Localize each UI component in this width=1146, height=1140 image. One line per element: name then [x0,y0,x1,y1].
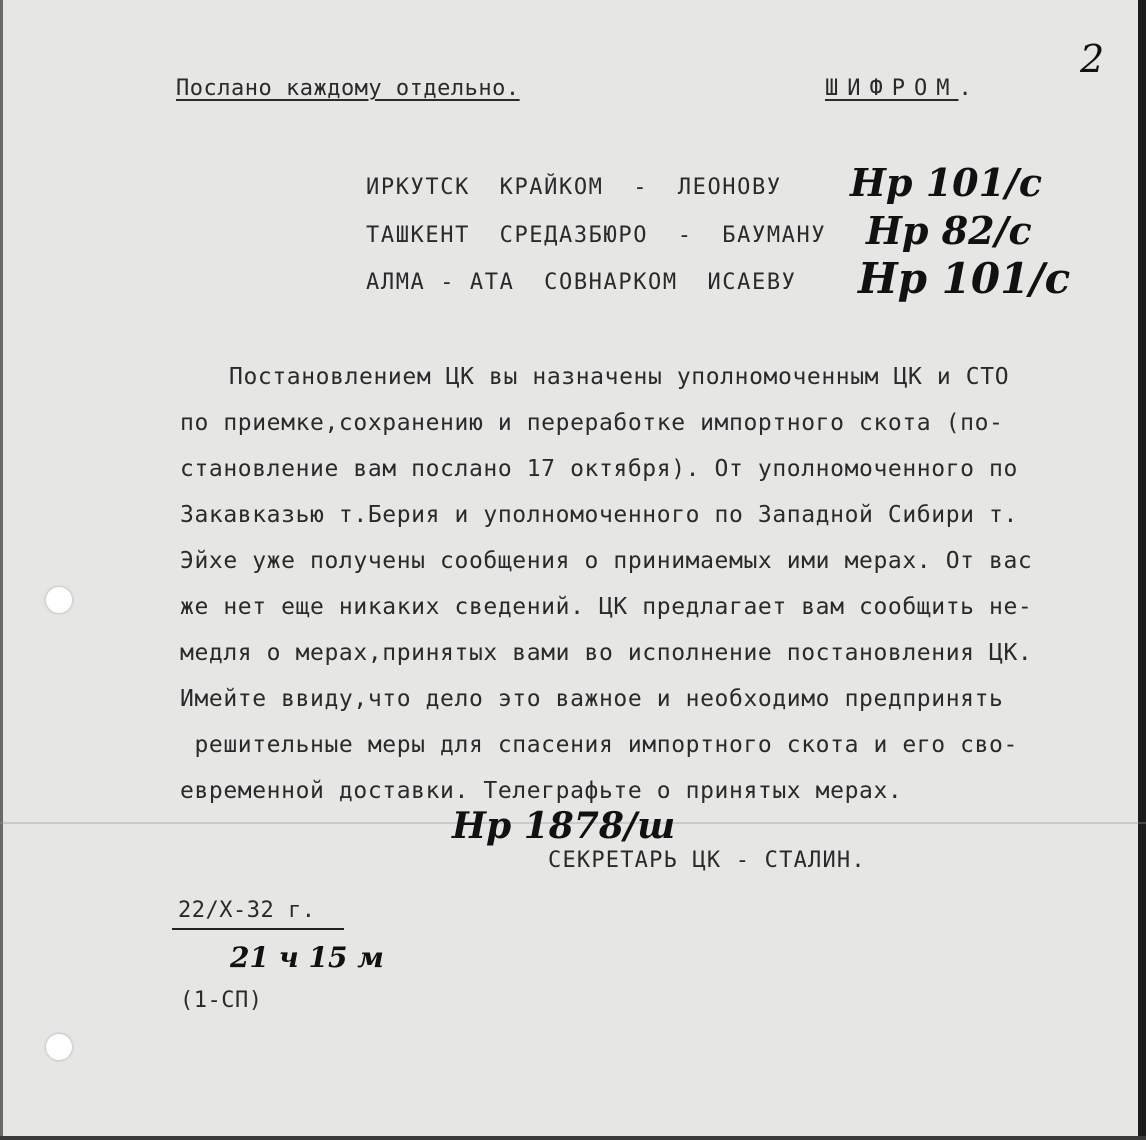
body-line: решительные меры для спасения импортного скота и его сво- [180,732,1018,758]
document-date: 22/X-32 г. [178,898,316,923]
signature-line: СЕКРЕТАРЬ ЦК - СТАЛИН. [548,848,866,873]
registration-number-alma-ata: Нр 101/с [858,254,1071,303]
body-line: же нет еще никаких сведений. ЦК предлагает вам сообщить не- [180,594,1033,620]
scan-edge-bottom [0,1136,1146,1140]
body-line: Имейте ввиду,что дело это важное и необходимо предпринять [180,686,1004,712]
recipient-alma-ata: АЛМА - АТА СОВНАРКОМ ИСАЕВУ [366,270,797,295]
punch-hole-lower [46,1034,72,1060]
page-number: 2 [1080,37,1105,81]
body-line: евременной доставки. Телеграфьте о принятых мерах. [180,778,903,804]
cipher-label: ШИФРОМ [825,76,959,101]
scan-edge-left [0,0,3,1140]
body-line: Постановлением ЦК вы назначены уполномоченным ЦК и СТО [229,364,1010,390]
outgoing-number: Нр 1878/ш [452,805,676,847]
body-line: становление вам послано 17 октября). От уполномоченного по [180,456,1018,482]
recipient-tashkent: ТАШКЕНТ СРЕДАЗБЮРО - БАУМАНУ [366,223,827,248]
cipher-mark [825,78,972,100]
body-line: Закавказью т.Берия и уполномоченного по Западной Сибири т. [180,502,1018,528]
cipher-dot: . [958,76,973,101]
registration-number-irkutsk: Нр 101/с [850,160,1043,205]
punch-hole-upper [46,587,72,613]
copy-code: (1-СП) [180,988,263,1013]
body-line: Эйхе уже получены сообщения о принимаемых ими мерах. От вас [180,548,1033,574]
distribution-note: Послано каждому отдельно. [176,76,520,101]
recipient-irkutsk: ИРКУТСК КРАЙКОМ - ЛЕОНОВУ [366,175,782,200]
body-line: по приемке,сохранению и переработке импортного скота (по- [180,410,1004,436]
body-line: медля о мерах,принятых вами во исполнение постановления ЦК. [180,640,1033,666]
scan-edge-right [1138,0,1146,1140]
sent-time: 21 ч 15 м [230,941,384,974]
date-rule [172,928,344,930]
registration-number-tashkent: Нр 82/с [866,208,1032,253]
